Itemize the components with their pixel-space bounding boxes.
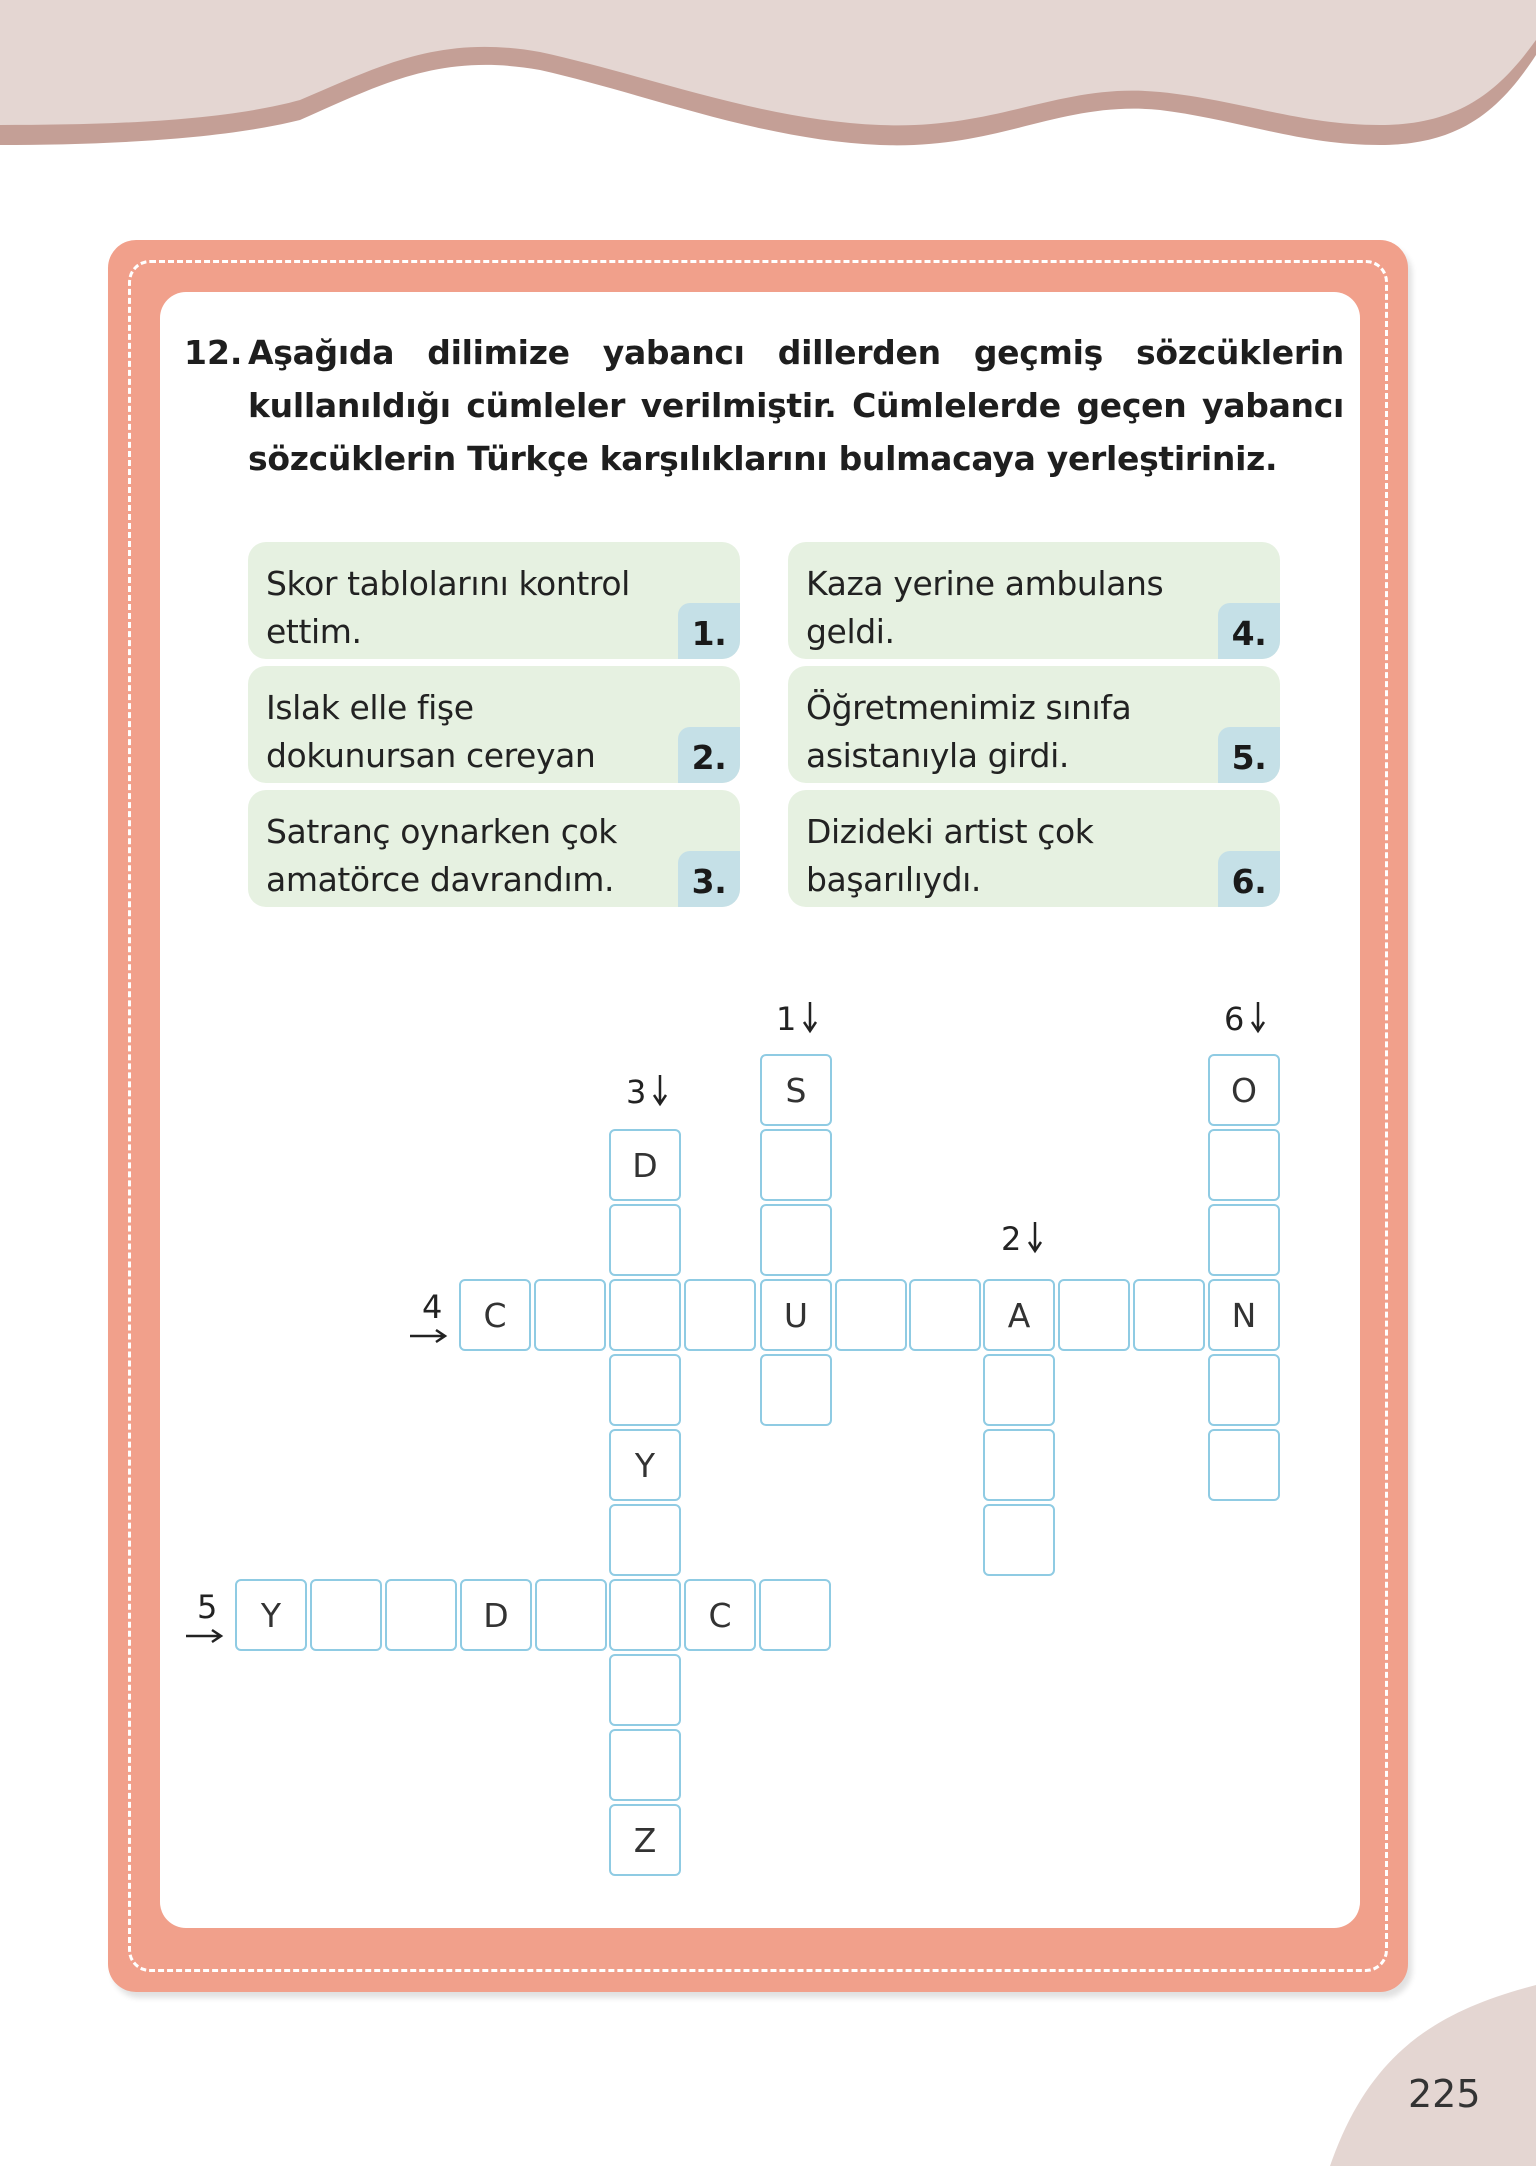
crossword-cell[interactable]: D	[460, 1579, 532, 1651]
crossword-cell[interactable]	[983, 1354, 1055, 1426]
crossword-cell[interactable]	[1208, 1204, 1280, 1276]
crossword-cell[interactable]: S	[760, 1054, 832, 1126]
clue-4-number: 4.	[1218, 603, 1280, 659]
page-number: 225	[1408, 2072, 1481, 2116]
crossword-cell[interactable]	[760, 1204, 832, 1276]
right-arrow-icon	[408, 1326, 448, 1346]
clue-6-number: 6.	[1218, 851, 1280, 907]
crossword-cell[interactable]	[760, 1354, 832, 1426]
clue-1	[248, 542, 740, 659]
crossword-cell[interactable]	[1208, 1429, 1280, 1501]
label-6-down: 6	[1224, 1000, 1245, 1038]
crossword-cell[interactable]: U	[760, 1279, 832, 1351]
crossword-cell[interactable]: A	[983, 1279, 1055, 1351]
clue-1-text: Skor tablolarını kontrol ettim.	[266, 564, 630, 651]
crossword-cell[interactable]: N	[1208, 1279, 1280, 1351]
clue-1-number: 1.	[678, 603, 740, 659]
down-arrow-icon	[801, 1000, 821, 1036]
clue-3-number: 3.	[678, 851, 740, 907]
label-4-across: 4	[422, 1288, 443, 1326]
crossword-cell[interactable]	[609, 1354, 681, 1426]
crossword-cell[interactable]: O	[1208, 1054, 1280, 1126]
clue-2-text: Islak elle fişe dokunursan cereyan	[266, 688, 596, 775]
crossword-cell[interactable]	[759, 1579, 831, 1651]
top-wave	[0, 0, 1536, 125]
crossword-cell[interactable]: D	[609, 1129, 681, 1201]
clue-6	[788, 790, 1280, 907]
crossword-cell[interactable]	[1208, 1354, 1280, 1426]
clue-5-text: Öğretmenimiz sınıfa asistanıyla girdi.	[806, 688, 1132, 775]
clue-2	[248, 666, 740, 783]
down-arrow-icon	[1026, 1220, 1046, 1256]
clue-4	[788, 542, 1280, 659]
crossword-cell[interactable]	[534, 1279, 606, 1351]
crossword-cell[interactable]	[909, 1279, 981, 1351]
crossword-cell[interactable]	[760, 1129, 832, 1201]
crossword-cell[interactable]	[1058, 1279, 1130, 1351]
crossword-cell[interactable]	[385, 1579, 457, 1651]
crossword-cell[interactable]: Y	[609, 1429, 681, 1501]
crossword-cell[interactable]	[835, 1279, 907, 1351]
crossword-cell[interactable]	[609, 1654, 681, 1726]
crossword-cell[interactable]: Z	[609, 1804, 681, 1876]
clue-5-number: 5.	[1218, 727, 1280, 783]
right-arrow-icon	[184, 1626, 224, 1646]
label-2-down: 2	[1001, 1220, 1022, 1258]
clue-3	[248, 790, 740, 907]
question-text: Aşağıda dilimize yabancı dillerden geçmiş sözcüklerin kullanıldığı cümleler verilmiştir. Cümlelerde geçen yabancı sözcüklerin Türkçe karşılıklarını bulmacaya yerleştiriniz.	[248, 333, 1344, 478]
crossword-cell[interactable]	[983, 1429, 1055, 1501]
question	[184, 326, 1344, 485]
crossword-cell[interactable]	[609, 1729, 681, 1801]
down-arrow-icon	[651, 1073, 671, 1109]
clue-6-text: Dizideki artist çok başarılıydı.	[806, 812, 1094, 899]
crossword-cell[interactable]	[310, 1579, 382, 1651]
label-3-down: 3	[626, 1073, 647, 1111]
crossword-cell[interactable]: Y	[235, 1579, 307, 1651]
label-5-across: 5	[197, 1588, 218, 1626]
crossword-cell[interactable]	[609, 1579, 681, 1651]
crossword-cell[interactable]	[1133, 1279, 1205, 1351]
label-1-down: 1	[776, 1000, 797, 1038]
crossword-cell[interactable]: C	[684, 1579, 756, 1651]
question-number: 12.	[184, 333, 243, 372]
clue-2-number: 2.	[678, 727, 740, 783]
clue-3-text: Satranç oynarken çok amatörce davrandım.	[266, 812, 617, 899]
crossword-cell[interactable]	[609, 1204, 681, 1276]
crossword-cell[interactable]	[535, 1579, 607, 1651]
clue-4-text: Kaza yerine ambulans geldi.	[806, 564, 1164, 651]
crossword-cell[interactable]: C	[459, 1279, 531, 1351]
clue-5	[788, 666, 1280, 783]
crossword-cell[interactable]	[983, 1504, 1055, 1576]
crossword-cell[interactable]	[609, 1504, 681, 1576]
crossword-cell[interactable]	[609, 1279, 681, 1351]
crossword-cell[interactable]	[1208, 1129, 1280, 1201]
down-arrow-icon	[1249, 1000, 1269, 1036]
crossword-cell[interactable]	[684, 1279, 756, 1351]
